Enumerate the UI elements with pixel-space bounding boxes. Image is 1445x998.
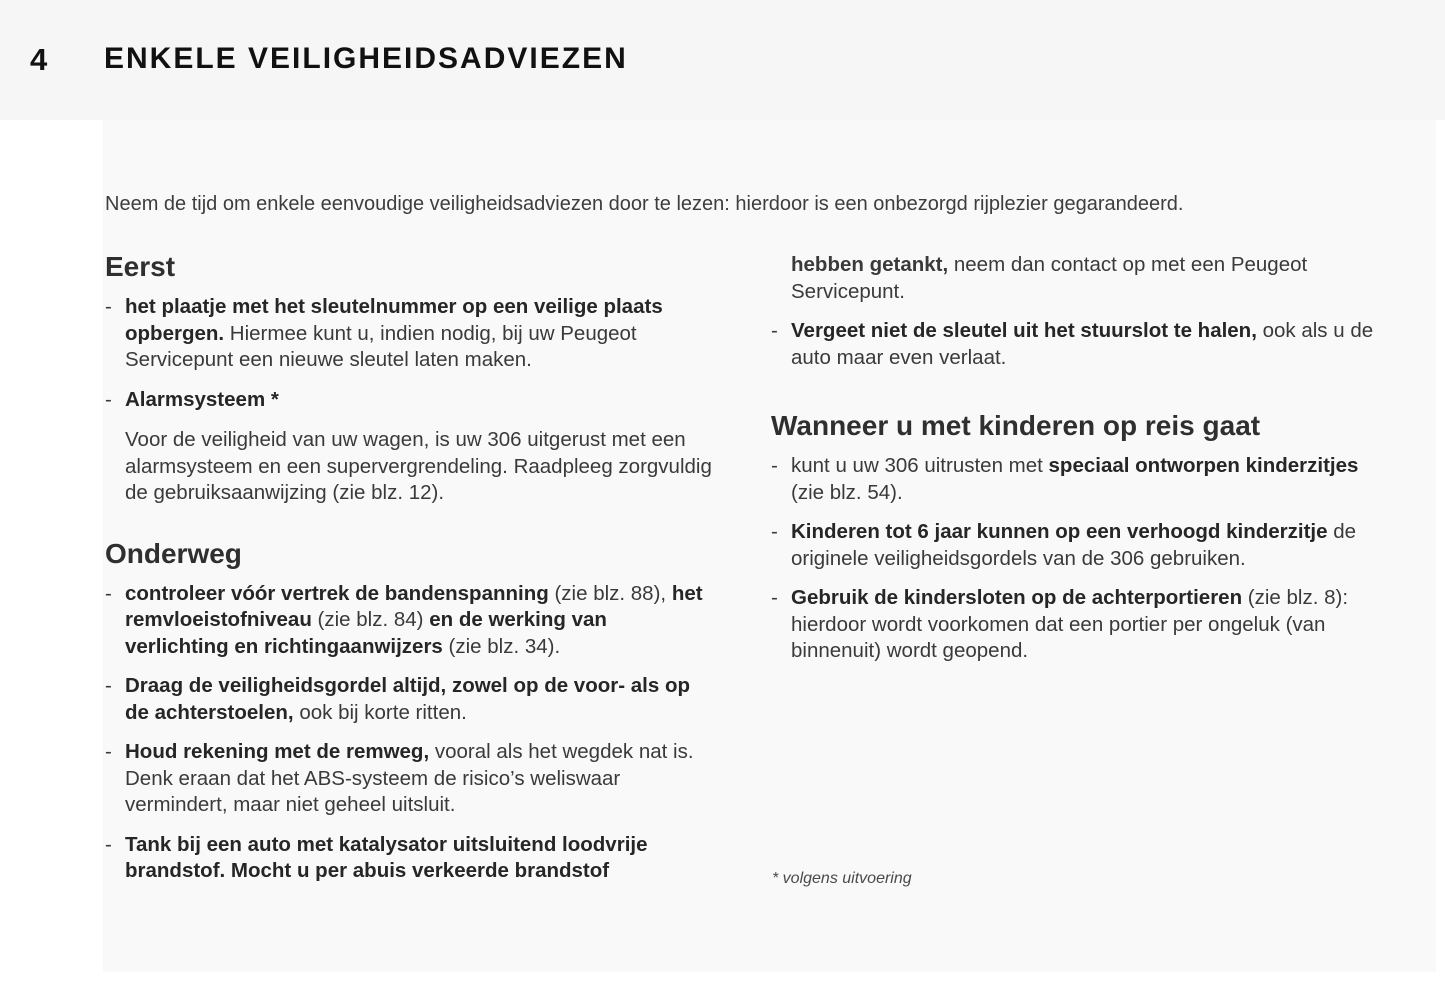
- item-text: Hiermee kunt u, indien nodig, bij uw Peugeot Servicepunt een nieuwe sleutel laten maken.: [125, 321, 637, 371]
- item-bold-text: hebben getankt,: [791, 253, 949, 276]
- item-text: de originele veiligheidsgordels van de 306 gebruiken.: [791, 520, 1357, 570]
- list-item: [105, 581, 715, 661]
- list-item: [771, 585, 1391, 665]
- item-text: (zie blz. 34).: [442, 634, 561, 658]
- heading-onderweg: Onderweg: [105, 537, 242, 569]
- item-text: ook als u de auto maar even verlaat.: [791, 319, 1374, 369]
- item-bold-text: Tank bij een auto met katalysator uitsluitend loodvrije brandstof. Mocht u per abuis verkeerde brandstof: [125, 832, 648, 882]
- list-item: [105, 294, 715, 374]
- bullet-dash: -: [771, 454, 778, 477]
- heading-eerst: Eerst: [105, 251, 176, 282]
- bullet-dash: -: [105, 832, 112, 856]
- item-text: (zie blz. 8): hierdoor wordt voorkomen dat een portier per ongeluk (van binnenuit) wordt geopend.: [791, 586, 1349, 662]
- list-item: [771, 453, 1391, 506]
- item-bold-text: Alarmsysteem *: [125, 387, 279, 411]
- item-bold-text: Kinderen tot 6 jaar kunnen op een verhoogd kinderzitje: [791, 520, 1328, 543]
- item-bold-text: en de werking van verlichting en richtingaanwijzers: [125, 608, 607, 658]
- page-title: ENKELE VEILIGHEIDSADVIEZEN: [104, 42, 628, 75]
- item-text: ook bij korte ritten.: [293, 700, 467, 724]
- list-item: [105, 673, 715, 726]
- alarm-paragraph: Voor de veiligheid van uw wagen, is uw 306 uitgerust met een alarmsysteem en een supervergrendeling. Raadpleeg zorgvuldig de gebruiksaanwijzing (zie blz. 12).: [125, 428, 712, 504]
- left-column: [105, 250, 715, 898]
- footnote: * volgens uitvoering: [772, 870, 912, 887]
- continued-item: [771, 252, 1391, 305]
- bullet-dash: -: [105, 387, 112, 411]
- item-text: (zie blz. 54).: [791, 480, 903, 504]
- item-bold-text: Vergeet niet de sleutel uit het stuurslot te halen,: [791, 319, 1257, 342]
- item-text: (zie blz. 84): [311, 608, 430, 631]
- bullet-dash: -: [105, 740, 112, 763]
- bullet-dash: -: [105, 674, 112, 697]
- item-bold-text: het remvloeistofniveau: [125, 581, 703, 631]
- heading-kinderen: Wanneer u met kinderen op reis gaat: [771, 410, 1261, 441]
- right-column: [771, 250, 1391, 678]
- item-text: (zie blz. 88),: [548, 581, 672, 605]
- list-item: [105, 387, 715, 414]
- item-bold-text: speciaal ontworpen kinderzitjes: [1048, 454, 1359, 477]
- page-header: [0, 0, 1445, 120]
- bullet-dash: -: [771, 586, 778, 609]
- list-item: [105, 739, 715, 819]
- intro-text: Neem de tijd om enkele eenvoudige veiligheidsadviezen door te lezen: hierdoor is een onbezorgd rijplezier gegarandeerd.: [105, 193, 1184, 215]
- item-text: vooral als het wegdek nat is. Denk eraan dat het ABS-systeem de risico’s weliswaar vermindert, maar niet geheel uitsluit.: [125, 740, 694, 816]
- page-number: 4: [30, 42, 49, 77]
- item-bold-text: Houd rekening met de remweg,: [125, 740, 430, 763]
- bullet-dash: -: [771, 520, 778, 543]
- item-bold-text: Draag de veiligheidsgordel altijd, zowel op de voor- als op de achterstoelen,: [125, 674, 690, 724]
- item-bold-text: het plaatje met het sleutelnummer op een veilige plaats opbergen.: [125, 295, 663, 345]
- item-text: neem dan contact op met een Peugeot Servicepunt.: [791, 253, 1308, 303]
- bullet-dash: -: [105, 581, 112, 605]
- list-item: [105, 832, 715, 885]
- item-bold-text: Gebruik de kindersloten op de achterportieren: [791, 586, 1243, 609]
- bullet-dash: -: [771, 319, 778, 342]
- item-bold-text: controleer vóór vertrek de bandenspanning: [125, 581, 549, 605]
- list-item: [771, 519, 1391, 572]
- list-item: [771, 318, 1391, 371]
- bullet-dash: -: [105, 295, 112, 318]
- item-text: kunt u uw 306 uitrusten met: [791, 454, 1049, 477]
